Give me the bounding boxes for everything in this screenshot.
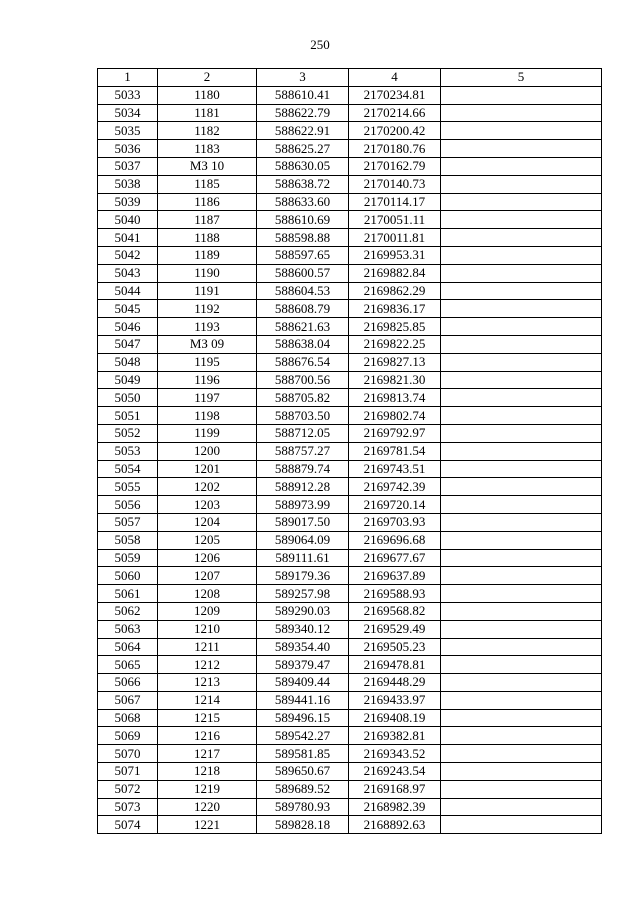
note-cell <box>441 353 602 371</box>
point-number-cell: 1190 <box>158 264 257 282</box>
x-coordinate-cell: 588597.65 <box>257 246 349 264</box>
x-coordinate-cell: 589689.52 <box>257 780 349 798</box>
row-number-cell: 5041 <box>98 229 158 247</box>
point-number-cell: 1185 <box>158 175 257 193</box>
note-cell <box>441 727 602 745</box>
point-number-cell: МЗ 10 <box>158 157 257 175</box>
y-coordinate-cell: 2169408.19 <box>349 709 441 727</box>
note-cell <box>441 264 602 282</box>
y-coordinate-cell: 2170214.66 <box>349 104 441 122</box>
point-number-cell: 1208 <box>158 585 257 603</box>
x-coordinate-cell: 588600.57 <box>257 264 349 282</box>
y-coordinate-cell: 2169720.14 <box>349 496 441 514</box>
table-row <box>98 300 602 318</box>
point-number-cell: 1205 <box>158 531 257 549</box>
point-number-cell: 1211 <box>158 638 257 656</box>
row-number-cell: 5072 <box>98 780 158 798</box>
note-cell <box>441 638 602 656</box>
row-number-cell: 5055 <box>98 478 158 496</box>
y-coordinate-cell: 2169433.97 <box>349 691 441 709</box>
note-cell <box>441 549 602 567</box>
row-number-cell: 5037 <box>98 157 158 175</box>
y-coordinate-cell: 2169343.52 <box>349 745 441 763</box>
y-coordinate-cell: 2169802.74 <box>349 407 441 425</box>
note-cell <box>441 318 602 336</box>
note-cell <box>441 140 602 158</box>
note-cell <box>441 496 602 514</box>
point-number-cell: 1193 <box>158 318 257 336</box>
x-coordinate-cell: 589542.27 <box>257 727 349 745</box>
y-coordinate-cell: 2169703.93 <box>349 513 441 531</box>
row-number-cell: 5057 <box>98 513 158 531</box>
table-row <box>98 211 602 229</box>
row-number-cell: 5053 <box>98 442 158 460</box>
table-row <box>98 656 602 674</box>
x-coordinate-cell: 588610.41 <box>257 86 349 104</box>
table-row <box>98 104 602 122</box>
x-coordinate-cell: 589379.47 <box>257 656 349 674</box>
table-row <box>98 229 602 247</box>
row-number-cell: 5040 <box>98 211 158 229</box>
row-number-cell: 5046 <box>98 318 158 336</box>
table-row <box>98 816 602 834</box>
note-cell <box>441 371 602 389</box>
table-row <box>98 175 602 193</box>
row-number-cell: 5062 <box>98 602 158 620</box>
row-number-cell: 5045 <box>98 300 158 318</box>
point-number-cell: 1209 <box>158 602 257 620</box>
point-number-cell: 1216 <box>158 727 257 745</box>
table-row <box>98 798 602 816</box>
row-number-cell: 5038 <box>98 175 158 193</box>
x-coordinate-cell: 588604.53 <box>257 282 349 300</box>
y-coordinate-cell: 2169529.49 <box>349 620 441 638</box>
point-number-cell: 1213 <box>158 674 257 692</box>
x-coordinate-cell: 588712.05 <box>257 424 349 442</box>
y-coordinate-cell: 2170234.81 <box>349 86 441 104</box>
y-coordinate-cell: 2170162.79 <box>349 157 441 175</box>
point-number-cell: 1206 <box>158 549 257 567</box>
x-coordinate-cell: 588610.69 <box>257 211 349 229</box>
note-cell <box>441 691 602 709</box>
x-coordinate-cell: 588638.72 <box>257 175 349 193</box>
table-row <box>98 709 602 727</box>
y-coordinate-cell: 2169821.30 <box>349 371 441 389</box>
table-row <box>98 496 602 514</box>
note-cell <box>441 157 602 175</box>
row-number-cell: 5073 <box>98 798 158 816</box>
x-coordinate-cell: 589496.15 <box>257 709 349 727</box>
point-number-cell: 1203 <box>158 496 257 514</box>
table-row <box>98 567 602 585</box>
point-number-cell: 1180 <box>158 86 257 104</box>
note-cell <box>441 389 602 407</box>
note-cell <box>441 193 602 211</box>
column-header: 4 <box>349 69 441 87</box>
x-coordinate-cell: 588622.79 <box>257 104 349 122</box>
x-coordinate-cell: 588638.04 <box>257 335 349 353</box>
x-coordinate-cell: 588700.56 <box>257 371 349 389</box>
y-coordinate-cell: 2169742.39 <box>349 478 441 496</box>
table-row <box>98 264 602 282</box>
point-number-cell: 1219 <box>158 780 257 798</box>
row-number-cell: 5048 <box>98 353 158 371</box>
x-coordinate-cell: 588633.60 <box>257 193 349 211</box>
y-coordinate-cell: 2170180.76 <box>349 140 441 158</box>
y-coordinate-cell: 2169243.54 <box>349 763 441 781</box>
table-row <box>98 674 602 692</box>
point-number-cell: 1183 <box>158 140 257 158</box>
point-number-cell: 1187 <box>158 211 257 229</box>
table-row <box>98 282 602 300</box>
note-cell <box>441 282 602 300</box>
x-coordinate-cell: 589111.61 <box>257 549 349 567</box>
table-row <box>98 407 602 425</box>
point-number-cell: 1220 <box>158 798 257 816</box>
x-coordinate-cell: 589780.93 <box>257 798 349 816</box>
y-coordinate-cell: 2169825.85 <box>349 318 441 336</box>
row-number-cell: 5050 <box>98 389 158 407</box>
row-number-cell: 5047 <box>98 335 158 353</box>
x-coordinate-cell: 588598.88 <box>257 229 349 247</box>
point-number-cell: 1214 <box>158 691 257 709</box>
note-cell <box>441 798 602 816</box>
row-number-cell: 5063 <box>98 620 158 638</box>
x-coordinate-cell: 588703.50 <box>257 407 349 425</box>
x-coordinate-cell: 589409.44 <box>257 674 349 692</box>
note-cell <box>441 424 602 442</box>
table-row <box>98 549 602 567</box>
table-row <box>98 513 602 531</box>
table-row <box>98 763 602 781</box>
row-number-cell: 5056 <box>98 496 158 514</box>
row-number-cell: 5039 <box>98 193 158 211</box>
row-number-cell: 5049 <box>98 371 158 389</box>
page-number: 250 <box>310 37 330 52</box>
point-number-cell: 1221 <box>158 816 257 834</box>
table-row <box>98 424 602 442</box>
row-number-cell: 5052 <box>98 424 158 442</box>
row-number-cell: 5060 <box>98 567 158 585</box>
point-number-cell: 1181 <box>158 104 257 122</box>
note-cell <box>441 175 602 193</box>
table-row <box>98 602 602 620</box>
x-coordinate-cell: 589340.12 <box>257 620 349 638</box>
y-coordinate-cell: 2170140.73 <box>349 175 441 193</box>
table-row <box>98 246 602 264</box>
point-number-cell: 1217 <box>158 745 257 763</box>
row-number-cell: 5070 <box>98 745 158 763</box>
table-row <box>98 442 602 460</box>
x-coordinate-cell: 589179.36 <box>257 567 349 585</box>
x-coordinate-cell: 589290.03 <box>257 602 349 620</box>
x-coordinate-cell: 588630.05 <box>257 157 349 175</box>
y-coordinate-cell: 2169696.68 <box>349 531 441 549</box>
note-cell <box>441 300 602 318</box>
y-coordinate-cell: 2169743.51 <box>349 460 441 478</box>
point-number-cell: 1204 <box>158 513 257 531</box>
x-coordinate-cell: 589441.16 <box>257 691 349 709</box>
point-number-cell: 1218 <box>158 763 257 781</box>
note-cell <box>441 709 602 727</box>
y-coordinate-cell: 2169478.81 <box>349 656 441 674</box>
row-number-cell: 5069 <box>98 727 158 745</box>
y-coordinate-cell: 2170051.11 <box>349 211 441 229</box>
y-coordinate-cell: 2169448.29 <box>349 674 441 692</box>
y-coordinate-cell: 2170011.81 <box>349 229 441 247</box>
row-number-cell: 5054 <box>98 460 158 478</box>
note-cell <box>441 335 602 353</box>
table-row <box>98 620 602 638</box>
note-cell <box>441 104 602 122</box>
row-number-cell: 5071 <box>98 763 158 781</box>
point-number-cell: 1188 <box>158 229 257 247</box>
note-cell <box>441 656 602 674</box>
table-row <box>98 371 602 389</box>
y-coordinate-cell: 2169862.29 <box>349 282 441 300</box>
note-cell <box>441 745 602 763</box>
note-cell <box>441 122 602 140</box>
column-header: 3 <box>257 69 349 87</box>
table-row <box>98 193 602 211</box>
point-number-cell: 1201 <box>158 460 257 478</box>
y-coordinate-cell: 2169813.74 <box>349 389 441 407</box>
y-coordinate-cell: 2169836.17 <box>349 300 441 318</box>
x-coordinate-cell: 588757.27 <box>257 442 349 460</box>
note-cell <box>441 513 602 531</box>
x-coordinate-cell: 588621.63 <box>257 318 349 336</box>
y-coordinate-cell: 2169822.25 <box>349 335 441 353</box>
table-body <box>98 86 602 833</box>
row-number-cell: 5043 <box>98 264 158 282</box>
row-number-cell: 5058 <box>98 531 158 549</box>
row-number-cell: 5074 <box>98 816 158 834</box>
point-number-cell: 1197 <box>158 389 257 407</box>
point-number-cell: 1189 <box>158 246 257 264</box>
row-number-cell: 5061 <box>98 585 158 603</box>
row-number-cell: 5066 <box>98 674 158 692</box>
x-coordinate-cell: 589581.85 <box>257 745 349 763</box>
note-cell <box>441 674 602 692</box>
note-cell <box>441 816 602 834</box>
x-coordinate-cell: 589064.09 <box>257 531 349 549</box>
x-coordinate-cell: 589354.40 <box>257 638 349 656</box>
row-number-cell: 5036 <box>98 140 158 158</box>
y-coordinate-cell: 2169677.67 <box>349 549 441 567</box>
note-cell <box>441 86 602 104</box>
row-number-cell: 5035 <box>98 122 158 140</box>
point-number-cell: 1195 <box>158 353 257 371</box>
row-number-cell: 5033 <box>98 86 158 104</box>
point-number-cell: 1207 <box>158 567 257 585</box>
y-coordinate-cell: 2169382.81 <box>349 727 441 745</box>
note-cell <box>441 567 602 585</box>
note-cell <box>441 620 602 638</box>
table-row <box>98 335 602 353</box>
x-coordinate-cell: 588973.99 <box>257 496 349 514</box>
x-coordinate-cell: 589828.18 <box>257 816 349 834</box>
note-cell <box>441 602 602 620</box>
point-number-cell: 1199 <box>158 424 257 442</box>
x-coordinate-cell: 588608.79 <box>257 300 349 318</box>
note-cell <box>441 478 602 496</box>
x-coordinate-cell: 588622.91 <box>257 122 349 140</box>
table-row <box>98 745 602 763</box>
column-header: 5 <box>441 69 602 87</box>
y-coordinate-cell: 2169827.13 <box>349 353 441 371</box>
table-row <box>98 86 602 104</box>
point-number-cell: 1215 <box>158 709 257 727</box>
y-coordinate-cell: 2170200.42 <box>349 122 441 140</box>
table-row <box>98 638 602 656</box>
point-number-cell: 1186 <box>158 193 257 211</box>
point-number-cell: 1212 <box>158 656 257 674</box>
note-cell <box>441 585 602 603</box>
table-row <box>98 157 602 175</box>
y-coordinate-cell: 2168892.63 <box>349 816 441 834</box>
row-number-cell: 5067 <box>98 691 158 709</box>
note-cell <box>441 780 602 798</box>
note-cell <box>441 229 602 247</box>
row-number-cell: 5044 <box>98 282 158 300</box>
column-header: 2 <box>158 69 257 87</box>
y-coordinate-cell: 2168982.39 <box>349 798 441 816</box>
row-number-cell: 5042 <box>98 246 158 264</box>
x-coordinate-cell: 588879.74 <box>257 460 349 478</box>
table-row <box>98 460 602 478</box>
point-number-cell: 1191 <box>158 282 257 300</box>
table-row <box>98 140 602 158</box>
note-cell <box>441 407 602 425</box>
point-number-cell: 1210 <box>158 620 257 638</box>
table-row <box>98 318 602 336</box>
note-cell <box>441 763 602 781</box>
row-number-cell: 5068 <box>98 709 158 727</box>
table-row <box>98 727 602 745</box>
point-number-cell: 1182 <box>158 122 257 140</box>
y-coordinate-cell: 2169882.84 <box>349 264 441 282</box>
x-coordinate-cell: 588625.27 <box>257 140 349 158</box>
point-number-cell: 1202 <box>158 478 257 496</box>
note-cell <box>441 246 602 264</box>
table-row <box>98 353 602 371</box>
note-cell <box>441 211 602 229</box>
x-coordinate-cell: 588676.54 <box>257 353 349 371</box>
row-number-cell: 5065 <box>98 656 158 674</box>
table-row <box>98 780 602 798</box>
y-coordinate-cell: 2169953.31 <box>349 246 441 264</box>
row-number-cell: 5051 <box>98 407 158 425</box>
row-number-cell: 5059 <box>98 549 158 567</box>
note-cell <box>441 442 602 460</box>
y-coordinate-cell: 2169588.93 <box>349 585 441 603</box>
point-number-cell: 1192 <box>158 300 257 318</box>
y-coordinate-cell: 2169168.97 <box>349 780 441 798</box>
y-coordinate-cell: 2170114.17 <box>349 193 441 211</box>
table-row <box>98 122 602 140</box>
y-coordinate-cell: 2169568.82 <box>349 602 441 620</box>
y-coordinate-cell: 2169637.89 <box>349 567 441 585</box>
x-coordinate-cell: 589017.50 <box>257 513 349 531</box>
x-coordinate-cell: 588912.28 <box>257 478 349 496</box>
table-row <box>98 585 602 603</box>
table-row <box>98 478 602 496</box>
point-number-cell: МЗ 09 <box>158 335 257 353</box>
table-header-row <box>98 69 602 87</box>
y-coordinate-cell: 2169781.54 <box>349 442 441 460</box>
point-number-cell: 1200 <box>158 442 257 460</box>
table-row <box>98 691 602 709</box>
point-number-cell: 1198 <box>158 407 257 425</box>
x-coordinate-cell: 588705.82 <box>257 389 349 407</box>
row-number-cell: 5034 <box>98 104 158 122</box>
point-number-cell: 1196 <box>158 371 257 389</box>
column-header: 1 <box>98 69 158 87</box>
table-row <box>98 389 602 407</box>
y-coordinate-cell: 2169505.23 <box>349 638 441 656</box>
table-row <box>98 531 602 549</box>
x-coordinate-cell: 589257.98 <box>257 585 349 603</box>
y-coordinate-cell: 2169792.97 <box>349 424 441 442</box>
x-coordinate-cell: 589650.67 <box>257 763 349 781</box>
note-cell <box>441 460 602 478</box>
coordinates-table <box>97 68 602 834</box>
note-cell <box>441 531 602 549</box>
row-number-cell: 5064 <box>98 638 158 656</box>
